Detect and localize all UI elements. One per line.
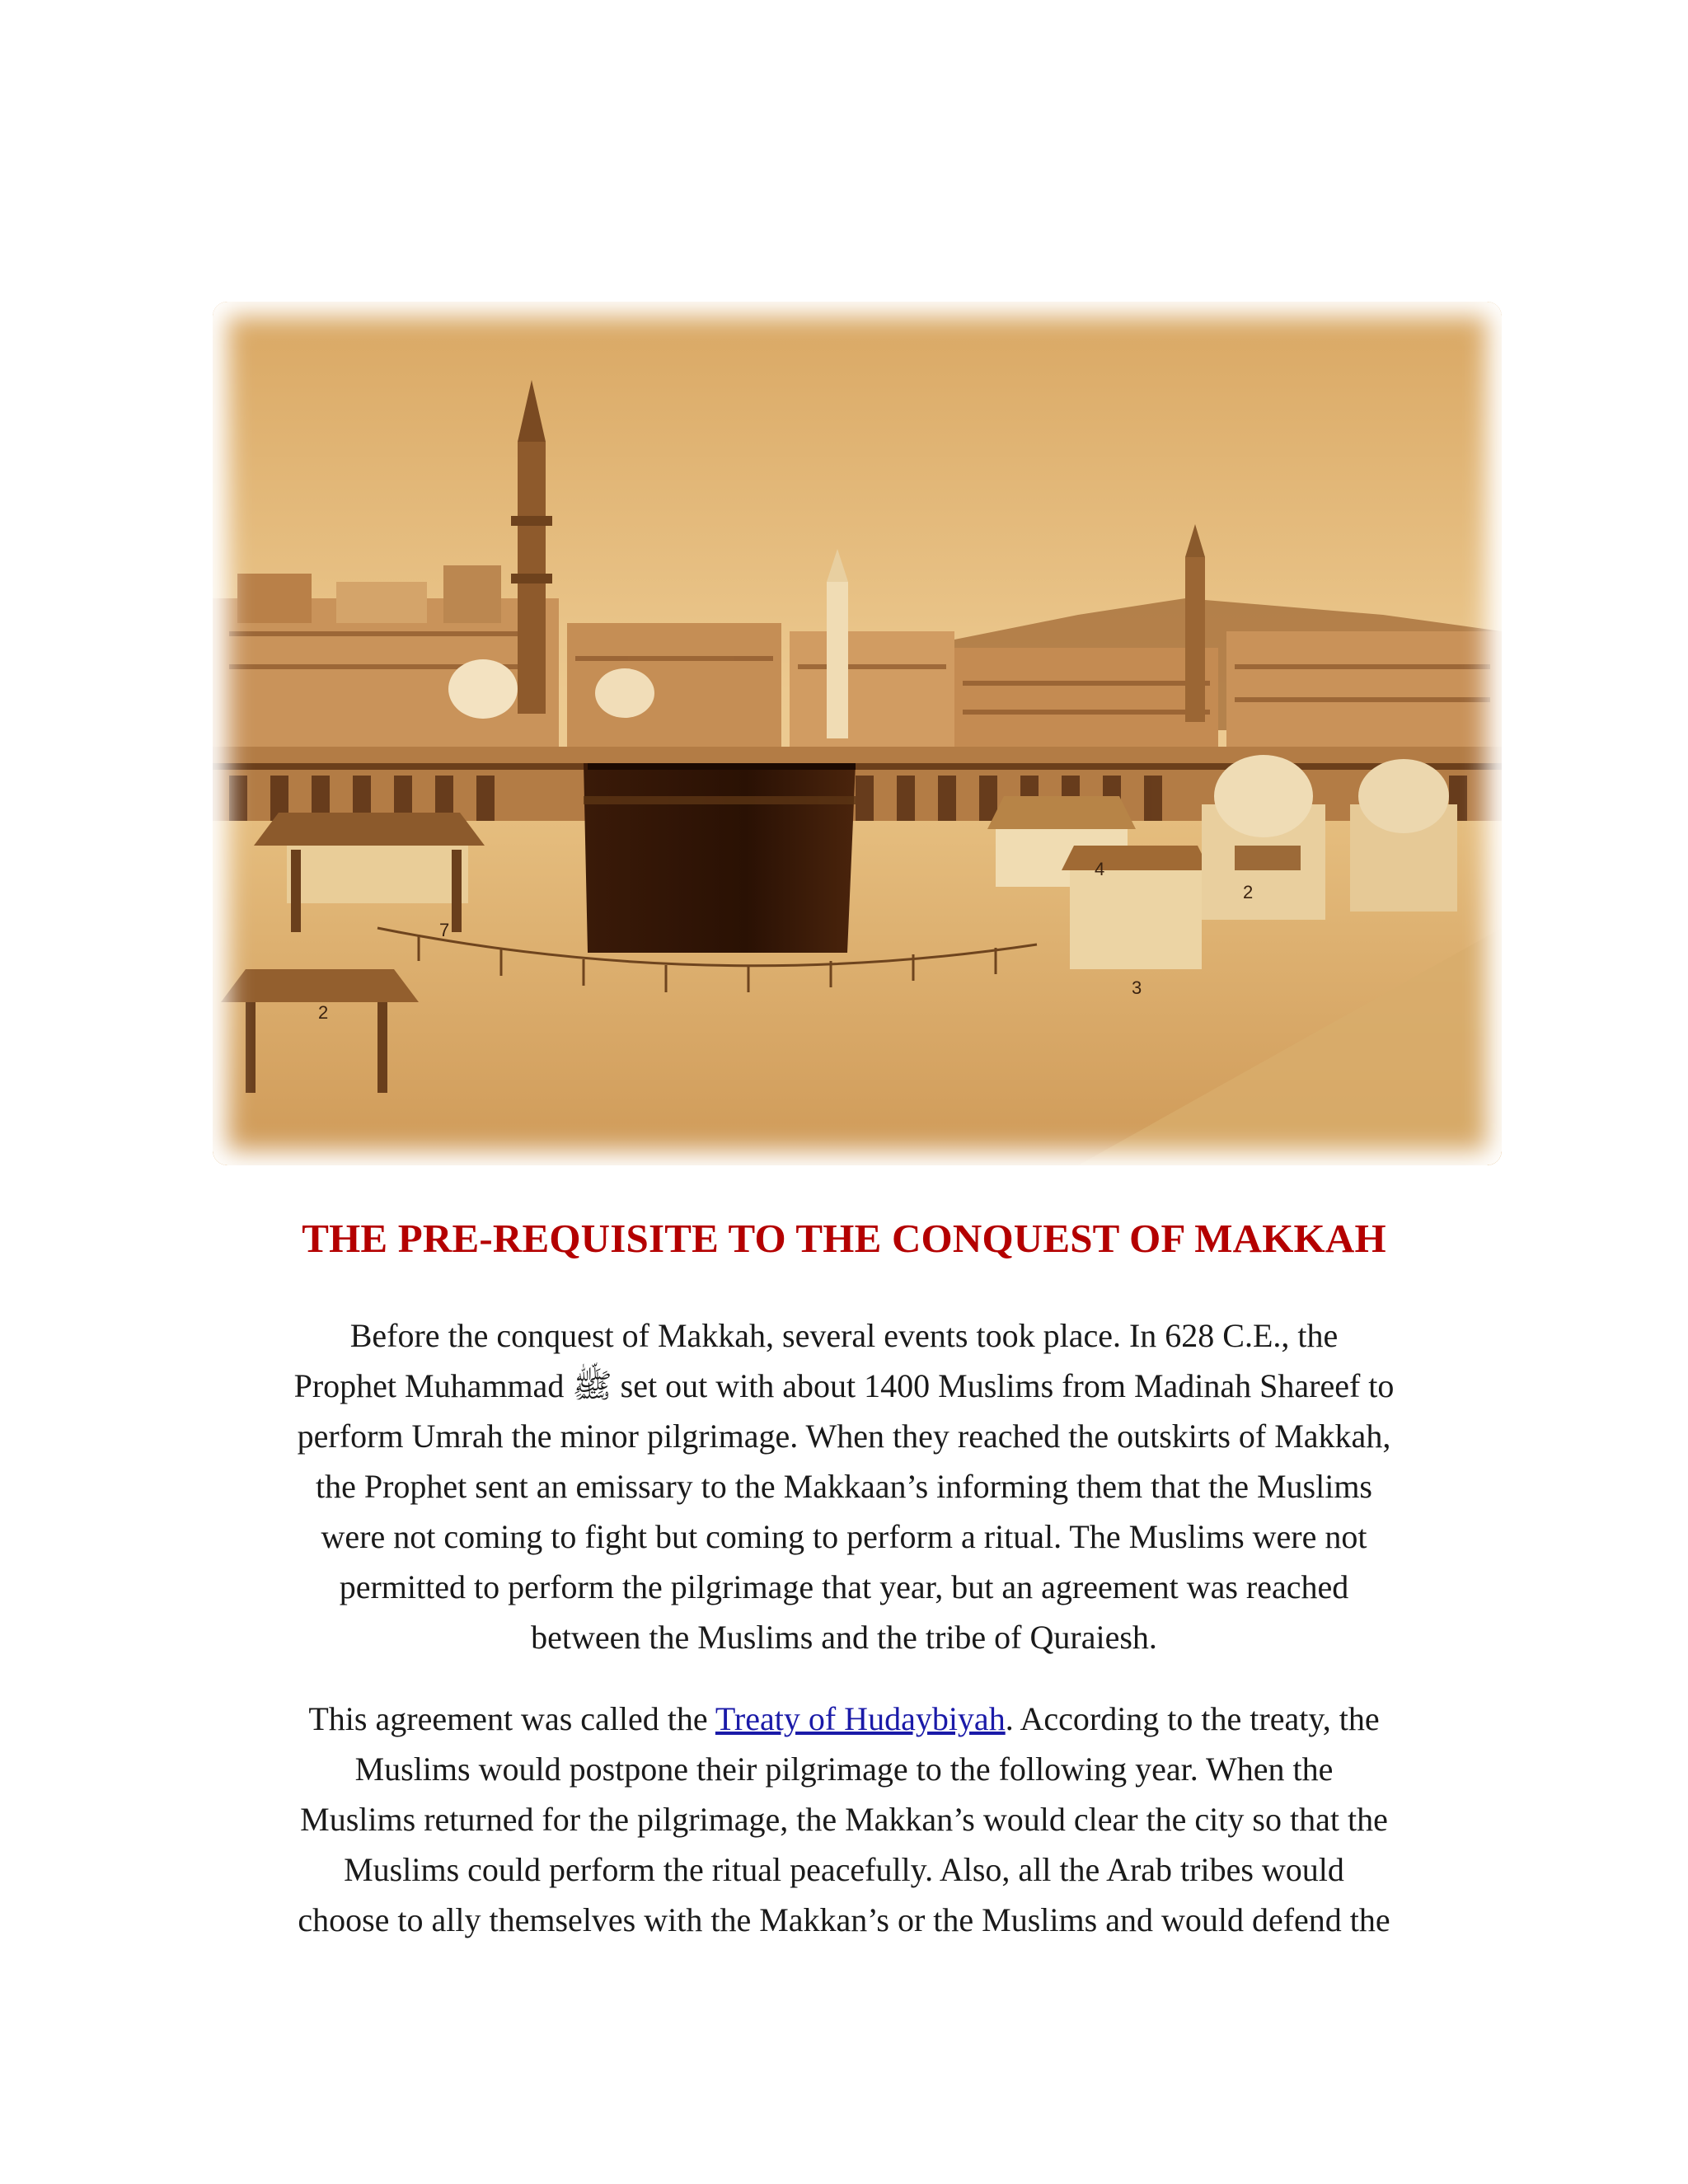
paragraph-line: Muslims returned for the pilgrimage, the Makkan’s would clear the city so that the bbox=[300, 1801, 1388, 1838]
page-title: THE PRE-REQUISITE TO THE CONQUEST OF MAKKAH bbox=[302, 1216, 1386, 1261]
photo-marker: 2 bbox=[318, 1002, 329, 1023]
paragraph-line: the Prophet sent an emissary to the Makkaan’s informing them that the Muslims bbox=[315, 1468, 1372, 1505]
text-segment: . According to the treaty, the bbox=[1005, 1700, 1380, 1737]
paragraph-2 bbox=[148, 1694, 1540, 1945]
photo-marker: 2 bbox=[1243, 882, 1254, 902]
paragraph-line: Muslims would postpone their pilgrimage to the following year. When the bbox=[354, 1750, 1334, 1788]
kaaba-photo-illustration bbox=[213, 302, 1502, 1165]
treaty-of-hudaybiyah-link[interactable]: Treaty of Hudaybiyah bbox=[715, 1700, 1006, 1737]
photo-marker: 3 bbox=[1132, 977, 1142, 998]
paragraph-line: Before the conquest of Makkah, several events took place. In 628 C.E., the bbox=[349, 1317, 1339, 1354]
historic-photo-kaaba bbox=[213, 302, 1502, 1165]
paragraph-line: Muslims could perform the ritual peacefully. Also, all the Arab tribes would bbox=[344, 1851, 1344, 1888]
paragraph-line: choose to ally themselves with the Makkan’s or the Muslims and would defend the bbox=[298, 1901, 1390, 1938]
photo-marker: 4 bbox=[1095, 859, 1105, 879]
paragraph-line: Prophet Muhammad ﷺ set out with about 1400 Muslims from Madinah Shareef to bbox=[293, 1367, 1395, 1404]
photo-marker: 7 bbox=[439, 920, 450, 940]
paragraph-line: permitted to perform the pilgrimage that year, but an agreement was reached bbox=[339, 1568, 1349, 1605]
paragraph-line: between the Muslims and the tribe of Quraiesh. bbox=[531, 1619, 1157, 1656]
paragraph-line-with-link bbox=[148, 1694, 1540, 1744]
paragraph-line: were not coming to fight but coming to perform a ritual. The Muslims were not bbox=[321, 1518, 1367, 1555]
paragraph-1 bbox=[148, 1310, 1540, 1662]
text-segment: This agreement was called the bbox=[308, 1700, 715, 1737]
paragraph-line: perform Umrah the minor pilgrimage. When they reached the outskirts of Makkah, bbox=[297, 1418, 1391, 1455]
